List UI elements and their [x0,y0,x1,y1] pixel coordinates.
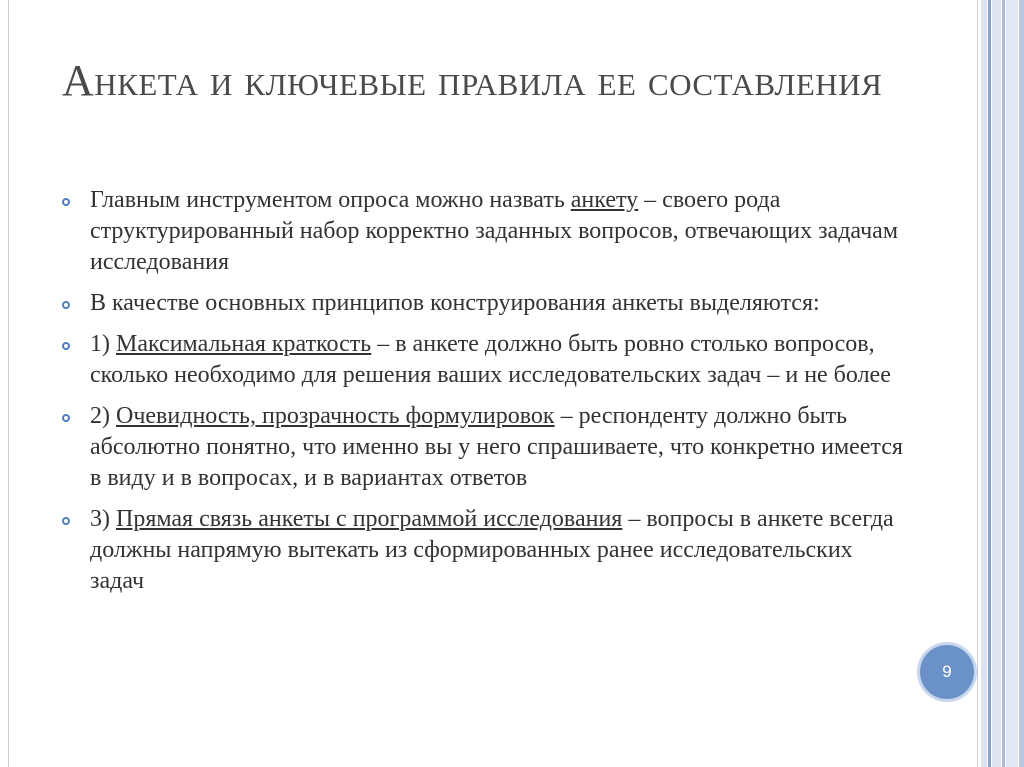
slide-title: Анкета и ключевые правила ее составления [62,56,883,105]
bullet-underlined-term: Прямая связь анкеты с программой исследования [116,506,623,532]
bullet-pre: Главным инструментом опроса можно назвать [90,187,571,213]
bullet-ring-icon [62,342,70,350]
bullet-item [62,504,912,597]
decorative-stripe [1019,0,1024,767]
bullet-prefix: 3) [90,506,116,532]
page-number-badge: 9 [917,642,977,702]
bullet-post: – в анкете должно быть ровно столько вопросов, сколько необходимо для решения ваших исследовательских задач – и не более [90,331,891,388]
decorative-stripe [1006,0,1018,767]
decorative-stripe [992,0,1001,767]
decorative-stripe [1002,0,1005,767]
bullet-item [62,329,912,391]
bullet-text [90,403,903,491]
bullet-item [62,185,912,278]
bullet-text [90,331,891,388]
bullet-ring-icon [62,517,70,525]
bullet-post: – вопросы в анкете всегда должны напрямую вытекать из сформированных ранее исследовательских задач [90,506,894,594]
decorative-stripe [988,0,991,767]
bullet-prefix: 1) [90,331,116,357]
bullet-list [62,185,912,607]
bullet-ring-icon [62,198,70,206]
bullet-underlined-term: анкету [570,187,639,213]
bullet-text [90,187,898,275]
bullet-pre: В качестве основных принципов конструирования анкеты выделяются: [90,290,820,316]
bullet-underlined-term: Максимальная краткость [116,331,372,357]
bullet-prefix: 2) [90,403,116,429]
bullet-post: – своего рода структурированный набор корректно заданных вопросов, отвечающих задачам исследования [90,187,899,275]
bullet-text [90,506,894,594]
decorative-stripe [981,0,987,767]
bullet-ring-icon [62,301,70,309]
bullet-item [62,288,912,319]
bullet-underlined-term: Очевидность, прозрачность формулировок [116,403,555,429]
bullet-ring-icon [62,414,70,422]
bullet-post: – респонденту должно быть абсолютно понятно, что именно вы у него спрашиваете, что конкретно имеется в виду и в вопросах, и в вариантах ответов [90,403,903,491]
bullet-item [62,401,912,494]
bullet-text [90,290,820,316]
